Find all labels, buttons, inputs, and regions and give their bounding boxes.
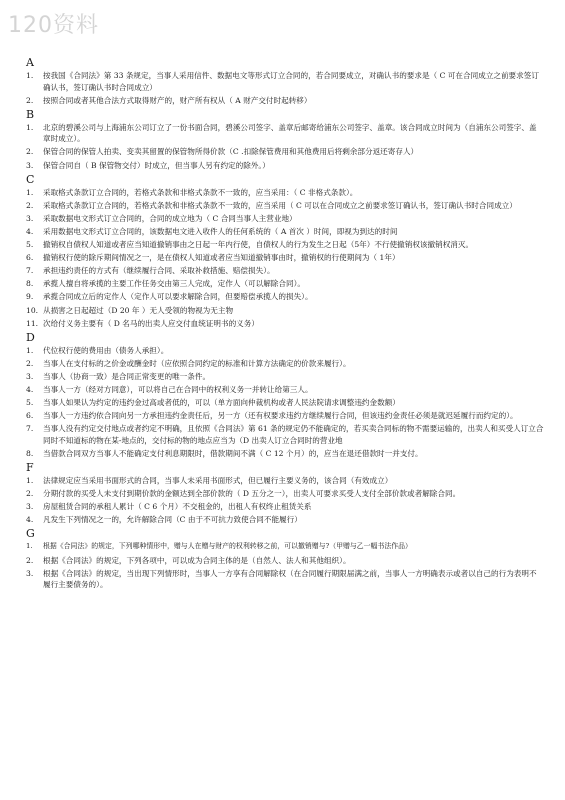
section-a (26, 56, 544, 106)
question-number: 5. (26, 240, 34, 250)
section-heading: C (26, 172, 35, 186)
section-heading: A (26, 56, 34, 69)
question-number: 1. (26, 187, 34, 197)
question-item (26, 265, 544, 277)
question-item (26, 278, 544, 290)
section-heading: G (26, 527, 35, 541)
question-number: 3. (26, 213, 34, 223)
question-number: 9. (26, 292, 34, 302)
question-number: 3. (26, 160, 34, 170)
section-heading: B (26, 107, 35, 121)
question-number: 1. (26, 122, 34, 132)
section-g (26, 527, 544, 590)
question-number: 4. (26, 384, 34, 394)
question-number: 1. (26, 345, 34, 355)
section-f (26, 461, 544, 526)
question-number: 5. (26, 398, 34, 408)
question-text: 凡发生下列情况之一的，允许解除合同（C 由于不可抗力致使合同不能履行） (43, 515, 302, 525)
question-number: 4. (26, 226, 34, 236)
question-list (26, 541, 544, 590)
question-number: 2. (26, 95, 34, 105)
question-text: 当事人一方（经对方同意），可以将自己在合同中的权利义务一并转让给第三人。 (43, 384, 313, 394)
question-item (26, 95, 544, 107)
question-item (26, 213, 544, 225)
question-text: 撤销权自债权人知道或者应当知道撤销事由之日起一年内行使，自债权人的行为发生之日起（5年）不行使撤销权该撤销权消灭。 (43, 240, 474, 250)
document-body (26, 56, 544, 592)
question-number: 2. (26, 358, 34, 368)
question-text: 房屋租赁合同的承租人累计（ C 6 个月）不交租金的，出租人有权终止租赁关系 (43, 502, 312, 512)
question-item (26, 371, 544, 383)
question-text: 代位权行使的费用由（债务人承担）。 (43, 345, 169, 355)
question-list (26, 345, 544, 460)
question-text: 保管合同的保管人拍卖、变卖其留置的保管物所得价款（C .扣除保管费用和其他费用后将剩余部分返还寄存人） (43, 147, 419, 157)
question-number: 8. (26, 448, 34, 458)
question-text: 当事人没有约定交付地点或者约定不明确，且依照《合同法》第 61 条的规定仍不能确定的，若买卖合同标的物不需要运输的，出卖人和买受人订立合同时不知道标的物在某-地点的，交付标的物的地点应当为（D 出卖人订立合同时的营业地 (43, 424, 544, 445)
question-item (26, 448, 544, 460)
question-text: 次给付义务主要有（ D 名马的出卖人应交付血统证明书的义务） (43, 318, 259, 328)
question-text: 保管合同自（ B 保管物交付）时成立，但当事人另有约定的除外。） (43, 160, 270, 170)
question-text: 当事人如果认为约定的违约金过高或者低的，可以（单方面向仲裁机构或者人民法院请求调整违约金数额） (43, 398, 400, 408)
question-item (26, 122, 544, 145)
question-number: 1. (26, 476, 34, 486)
question-number: 3. (26, 568, 34, 578)
question-number: 6. (26, 411, 34, 421)
question-item (26, 318, 544, 330)
question-number: 7. (26, 266, 34, 276)
question-text: 撤销权行使的除斥期间情况之一，是在债权人知道或者应当知道撤销事由时，撤销权的行使期间为（ 1年） (43, 253, 400, 263)
question-item (26, 187, 544, 199)
question-item (26, 345, 544, 357)
question-item (26, 70, 544, 93)
question-item (26, 291, 544, 303)
question-text: 采用数据电文形式订立合同的，该数据电文进入收件人的任何系统的（ A 首次 ）时间，即视为到达的时间 (43, 226, 398, 236)
section-b (26, 108, 544, 171)
question-text: 从损害之日起超过（D 20 年 ）无人受领的物视为无主物 (43, 305, 234, 315)
section-heading: F (26, 461, 34, 475)
question-item (26, 423, 544, 446)
question-item (26, 488, 544, 500)
question-text: 法律规定应当采用书面形式的合同，当事人未采用书面形式，但已履行主要义务的，该合同（有效成立） (43, 476, 393, 486)
question-number: 2. (26, 147, 34, 157)
question-text: 当事人在支付标的之价金或酬金时（应依照合同约定的标准和计算方法确定的价款来履行）。 (43, 358, 351, 368)
question-number: 1. (26, 542, 33, 551)
question-text: 采取格式条款订立合同的，若格式条款和非格式条款不一致的，应当采用（ C 可以在合同成立之前要求签订确认书，签订确认书时合同成立） (43, 200, 517, 210)
question-text: 承担违约责任的方式有（继续履行合同、采取补救措施、赔偿损失）。 (43, 266, 275, 276)
watermark-logo: 120资料 (8, 13, 99, 38)
question-number: 2. (26, 555, 34, 565)
question-number: 10. (26, 305, 39, 315)
question-text: 承揽合同成立后的定作人（定作人可以要求解除合同，但要赔偿承揽人的损失）。 (43, 292, 313, 302)
question-text: 分期付款的买受人未支付到期价款的金额达到全部价款的（ D 五分之一），出卖人可要求买受人支付全部价款或者解除合同。 (43, 489, 461, 499)
question-item (26, 252, 544, 264)
question-item (26, 239, 544, 251)
question-item (26, 160, 544, 172)
question-list (26, 475, 544, 526)
question-item (26, 226, 544, 238)
section-heading: D (26, 330, 35, 344)
question-text: 根据《合同法》的规定，当出现下列情形时，当事人一方享有合同解除权（在合同履行期限届满之前，当事人一方明确表示或者以自己的行为表明不履行主要债务的）。 (43, 568, 537, 590)
question-text: 承揽人擅自将承揽的主要工作任务交由第三人完成，定作人（可以解除合同）。 (43, 279, 305, 289)
question-number: 3. (26, 371, 34, 381)
question-text: 按照合同或者其他合法方式取得财产的，财产所有权从（ A 财产交付时起转移） (43, 95, 312, 105)
question-number: 11. (26, 318, 39, 328)
question-item (26, 568, 544, 591)
question-item (26, 397, 544, 409)
question-number: 3. (26, 502, 34, 512)
section-c (26, 173, 544, 330)
question-list (26, 70, 544, 106)
question-item (26, 410, 544, 422)
question-number: 1. (26, 71, 34, 80)
question-item (26, 305, 544, 317)
question-text: 根据《合同法》的规定，下列各项中，可以成为合同主体的是（自然人、法人和其他组织）。 (43, 555, 351, 565)
question-item (26, 555, 544, 567)
question-number: 4. (26, 515, 34, 525)
question-text: 当借款合同双方当事人不能确定支付利息期限时，借款期间不满（ C 12 个月）的，应当在退还借款时一并支付。 (43, 448, 423, 458)
question-item (26, 146, 544, 158)
question-item (26, 384, 544, 396)
question-text: 按我国《合同法》第 33 条规定，当事人采用信件、数据电文等形式订立合同的，若合同要成立，对确认书的要求是（ C 可在合同成立之前要求签订确认书，签订确认书时合同成立） (43, 71, 539, 92)
section-d (26, 331, 544, 460)
question-item (26, 200, 544, 212)
question-text: 北京的碧溪公司与上海浦东公司订立了一份书面合同，碧溪公司签字、盖章后邮寄给浦东公司签字、盖章。该合同成立时间为（自浦东公司签字、盖章时成立）。 (43, 122, 537, 144)
question-item (26, 514, 544, 526)
question-number: 2. (26, 489, 34, 499)
question-text: 当事人（协商一致）是合同正常变更的唯一条件。 (43, 371, 211, 381)
question-item (26, 475, 544, 487)
question-text: 采取格式条款订立合同的，若格式条款和非格式条款不一致的，应当采用：（ C 非格式条款）。 (43, 187, 358, 197)
question-item (26, 541, 544, 553)
question-number: 6. (26, 253, 34, 263)
question-text: 当事人一方违约依合同向另一方承担违约金责任后，另一方（还有权要求违约方继续履行合同，但该违约金责任必须是就迟延履行而约定的）。 (43, 411, 518, 421)
question-list (26, 187, 544, 330)
question-text: 根据《合同法》的规定，下列哪种情形中，赠与人在赠与财产的权利转移之前，可以撤销赠与?（甲赠与乙一幅书法作品） (43, 542, 412, 551)
question-text: 采取数据电文形式订立合同的，合同的成立地为（ C 合同当事人主营业地） (43, 213, 297, 223)
question-item (26, 358, 544, 370)
question-number: 7. (26, 424, 34, 434)
question-number: 2. (26, 200, 34, 210)
question-list (26, 122, 544, 171)
question-number: 8. (26, 279, 34, 289)
question-item (26, 501, 544, 513)
